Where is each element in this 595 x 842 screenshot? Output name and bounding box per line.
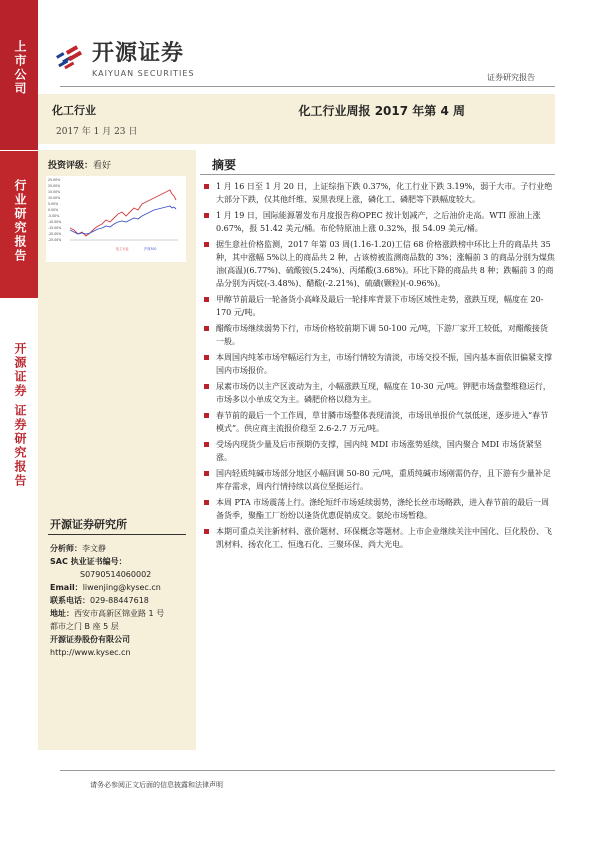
legend-chem: 化工行业 xyxy=(116,247,129,251)
address-line-1: 西安市高新区锦业路 1 号 xyxy=(74,609,165,618)
performance-chart-svg xyxy=(46,176,186,262)
sidebar-bottom-label: 开源证券 证券研究报告 xyxy=(13,342,27,489)
series-line-hs300 xyxy=(70,206,176,234)
y-tick-label: 20.00% xyxy=(48,184,61,188)
sidebar-mid xyxy=(0,150,38,298)
website-link[interactable]: http://www.kysec.cn xyxy=(50,648,131,657)
summary-bullet: 1 月 19 日，国际能源署发布月度报告称OPEC 按计划减产，之后油价走高。WTI 原油上涨 0.67%，报 51.42 美元/桶。布伦特原油上涨 0.32%，报 54.09 美元/桶。 xyxy=(200,209,555,235)
summary-bullet: 尿素市场仍以主产区波动为主，小幅涨跌互现，幅度在 10-30 元/吨。钾肥市场盘整维稳运行，市场多以小单成交为主。磷肥价格以稳为主。 xyxy=(200,380,555,406)
investment-rating xyxy=(48,158,111,171)
phone-label: 联系电话： xyxy=(50,596,90,605)
email-link[interactable]: liwenjing@kysec.cn xyxy=(82,583,161,592)
performance-chart xyxy=(46,176,186,262)
summary-bullet: 受场内现货少量及后市预期仍支撑，国内纯 MDI 市场涨势延续，国内聚合 MDI 市场货紧坚涨。 xyxy=(200,438,555,464)
phone-number: 029-88447618 xyxy=(90,596,149,605)
company-logo xyxy=(52,36,195,78)
footer-divider xyxy=(60,770,555,771)
kaiyuan-logo-icon xyxy=(52,40,86,74)
address-line-2: 都市之门 B 座 5 层 xyxy=(50,622,119,631)
institute-divider xyxy=(48,534,186,535)
sac-label: SAC 执业证书编号： xyxy=(50,557,127,566)
sidebar-top xyxy=(0,0,38,150)
email-label: Email： xyxy=(50,583,83,592)
summary-title: 摘要 xyxy=(212,158,237,172)
legend-hs300: 沪深300 xyxy=(144,247,157,251)
sac-number: S0790514060002 xyxy=(80,570,152,579)
y-tick-label: -20.00% xyxy=(48,232,62,236)
summary-bullet: 1 月 16 日至 1 月 20 日，上证综指下跌 0.37%，化工行业下跌 3.19%，弱于大市。子行业绝大部分下跌，仅其他纤维、炭黑表现上涨，磷化工、磷肥等下跌幅度较大。 xyxy=(200,180,555,206)
y-tick-label: 15.00% xyxy=(48,190,61,194)
summary-bullet: 本周 PTA 市场震荡上行。涤纶短纤市场延续弱势，涤纶长丝市场略跌，进入春节前的最后一周备货季，聚酯工厂纷纷以逢货优惠促销成交。氨纶市场暂稳。 xyxy=(200,496,555,522)
report-title: 化工行业周报 2017 年第 4 周 xyxy=(298,104,465,118)
summary-bullet: 本期可重点关注新材料、涨价题材、环保概念等题材。上市企业继续关注中国化、巨化股份、飞凯材料、扬农化工、恒逸石化、三聚环保、尚大光电。 xyxy=(200,525,555,551)
y-tick-label: -25.00% xyxy=(48,238,62,242)
y-tick-label: -15.00% xyxy=(48,226,62,230)
summary-bullet: 春节前的最后一个工作周，草甘膦市场整体表现清淡，市场讯单报价气氛低迷，逐步进入“春节模式”。供应商主流报价稳至 2.6-2.7 万元/吨。 xyxy=(200,409,555,435)
summary-bullets xyxy=(200,180,555,554)
analyst-label: 分析师： xyxy=(50,544,82,553)
y-tick-label: 25.00% xyxy=(48,178,61,182)
report-date: 2017 年 1 月 23 日 xyxy=(56,127,138,137)
address-label: 地址： xyxy=(50,609,74,618)
summary-bullet: 本周国内纯苯市场窄幅运行为主，市场行情较为清淡，市场交投不振，国内基本面依旧偏紧支撑国内市场报价。 xyxy=(200,351,555,377)
institute-name: 开源证券研究所 xyxy=(50,518,127,531)
company-name: 开源证券股份有限公司 xyxy=(50,635,130,644)
logo-name-en: KAIYUAN SECURITIES xyxy=(92,69,195,78)
analyst-name: 李文静 xyxy=(82,544,106,553)
logo-name-cn: 开源证券 xyxy=(92,41,185,66)
sidebar-mid-label: 行业研究报告 xyxy=(13,179,27,263)
industry-label: 化工行业 xyxy=(52,104,96,117)
footer-disclaimer: 请务必参阅正文后面的信息披露和法律声明 xyxy=(90,781,223,789)
series-line-chem xyxy=(70,190,176,236)
info-column xyxy=(38,150,196,750)
y-tick-label: 10.00% xyxy=(48,196,61,200)
sidebar-bottom xyxy=(0,298,38,842)
contact-info xyxy=(50,542,190,659)
rating-value: 看好 xyxy=(93,161,112,171)
document-type: 证券研究报告 xyxy=(487,73,535,82)
summary-bullet: 国内轻质纯碱市场部分地区小幅回调 50-80 元/吨，重质纯碱市场刚需仍存，且下游有少量补足库存需求，周内行情持续以高位坚挺运行。 xyxy=(200,467,555,493)
summary-bullet: 甲醇节前最后一轮备货小高峰及最后一轮排库背景下市场区域性走势，涨跌互现，幅度在 20-170 元/吨。 xyxy=(200,293,555,319)
y-tick-label: -5.00% xyxy=(48,214,60,218)
sidebar-top-label: 上市公司 xyxy=(13,40,27,96)
rating-label: 投资评级： xyxy=(48,161,94,171)
y-tick-label: 0.00% xyxy=(48,208,59,212)
summary-bullet: 醋酸市场继续弱势下行，市场价格较前期下调 50-100 元/吨，下游厂家开工较低，对醋酸接货一般。 xyxy=(200,322,555,348)
summary-bullet: 据生意社价格监测，2017 年第 03 周(1.16-1.20)工信 68 价格涨跌榜中环比上升的商品共 35 种，其中涨幅 5%以上的商品共 2 种，占该榜被监测商品数的 3%；涨幅前 3 的商品分别为煤焦油(高温)(6.77%)、硫酸铵(5.24%)、丙烯酸(3.68%)。环比下降的商品共 8 种；跌幅前 3 的商品分别为丙烷(-3.48%)、醋酸(-2.21%)、硫磺(颗粒)(-0.96%)。 xyxy=(200,238,555,290)
summary-divider xyxy=(200,174,555,175)
y-tick-label: -10.00% xyxy=(48,220,62,224)
y-tick-label: 5.00% xyxy=(48,202,59,206)
title-band xyxy=(38,94,555,144)
header-divider xyxy=(60,86,555,87)
